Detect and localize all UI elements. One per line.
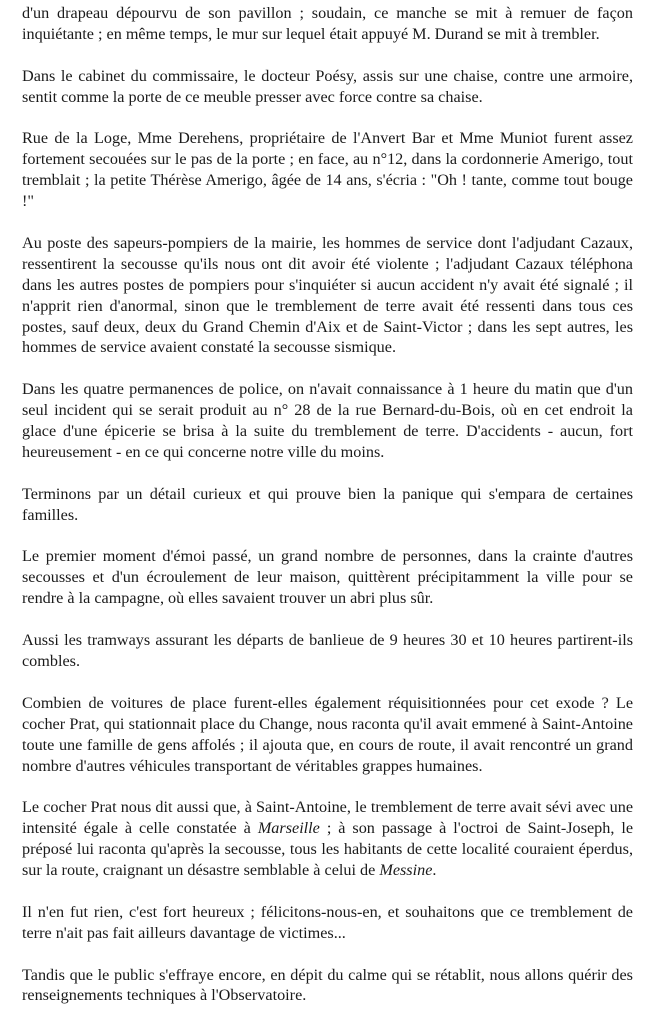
paragraph-rue-de-la-loge: Rue de la Loge, Mme Derehens, propriétaire de l'Anvert Bar et Mme Muniot furent assez fortement secouées sur le pas de la porte ; en face, au n°12, dans la cordonnerie Amerigo, tout tremblait ; la petite Thérèse Amerigo, âgée de 14 ans, s'écria : "Oh ! tante, comme tout bouge !" <box>22 129 633 211</box>
italic-place-name: Marseille <box>257 819 320 838</box>
text-segment: ; à son passage à l'octroi de Saint-Joseph, le préposé lui raconta qu'après la secousse, tous les habitants de cette localité couraient éperdus, sur la route, craignant un désastre semblable à celui de <box>22 819 634 880</box>
text-segment: Le cocher Prat nous dit aussi que, à Saint-Antoine, le tremblement de terre avait sévi avec une intensité égale à celle constatée à <box>22 798 633 838</box>
paragraph-voitures-de-place: Combien de voitures de place furent-elles également réquisitionnées pour cet exode ? Le cocher Prat, qui stationnait place du Change, nous raconta qu'il avait emmené à Saint-Antoine toute une famille de gens affolés ; il ajouta que, en cours de route, il avait rencontré un grand nombre d'autres véhicules transportant de véritables grappes humaines. <box>22 693 633 775</box>
paragraph-sapeurs-pompiers: Au poste des sapeurs-pompiers de la mairie, les hommes de service dont l'adjudant Cazaux, ressentirent la secousse qu'ils nous ont dit avoir été violente ; l'adjudant Cazaux téléphona dans les autres postes de pompiers pour s'inquiéter si aucun accident n'y avait été signalé ; il n'apprit rien d'anormal, sinon que le tremblement de terre avait été ressenti dans tous ces postes, sauf deux, deux du Grand Chemin d'Aix et de Saint-Victor ; dans les sept autres, les hommes de service avaient constaté la secousse sismique. <box>22 233 633 357</box>
paragraph-detail-curieux: Terminons par un détail curieux et qui prouve bien la panique qui s'empara de certaines familles. <box>22 484 633 524</box>
paragraph-premier-moment: Le premier moment d'émoi passé, un grand nombre de personnes, dans la crainte d'autres secousses et d'un écroulement de leur maison, quittèrent précipitamment la ville pour se rendre à la campagne, où elles savaient trouver un abri plus sûr. <box>22 547 633 608</box>
paragraph-observatoire: Tandis que le public s'effraye encore, en dépit du calme qui se rétablit, nous allons quérir des renseignements techniques à l'Observatoire. <box>22 965 633 1005</box>
paragraph-tramways: Aussi les tramways assurant les départs de banlieue de 9 heures 30 et 10 heures partirent-ils combles. <box>22 631 633 670</box>
paragraph-cocher-prat <box>22 797 633 881</box>
paragraph-permanences-police: Dans les quatre permanences de police, on n'avait connaissance à 1 heure du matin que d'un seul incident qui se serait produit au n° 28 de la rue Bernard-du-Bois, où en cet endroit la glace d'une épicerie se brisa à la suite du tremblement de terre. D'accidents - aucun, fort heureusement - en ce qui concerne notre ville du moins. <box>22 380 633 461</box>
paragraph-drapeau: d'un drapeau dépourvu de son pavillon ; soudain, ce manche se mit à remuer de façon inquiétante ; en même temps, le mur sur lequel était appuyé M. Durand se mit à trembler. <box>22 4 633 43</box>
document-page <box>22 3 633 1027</box>
paragraph-cabinet-commissaire: Dans le cabinet du commissaire, le docteur Poésy, assis sur une chaise, contre une armoire, sentit comme la porte de ce meuble presser avec force contre sa chaise. <box>22 66 633 106</box>
paragraph-il-nen-fut-rien: Il n'en fut rien, c'est fort heureux ; félicitons-nous-en, et souhaitons que ce tremblement de terre n'ait pas fait ailleurs davantage de victimes... <box>22 902 633 942</box>
text-segment: . <box>432 861 437 880</box>
italic-place-name: Messine <box>379 861 433 880</box>
